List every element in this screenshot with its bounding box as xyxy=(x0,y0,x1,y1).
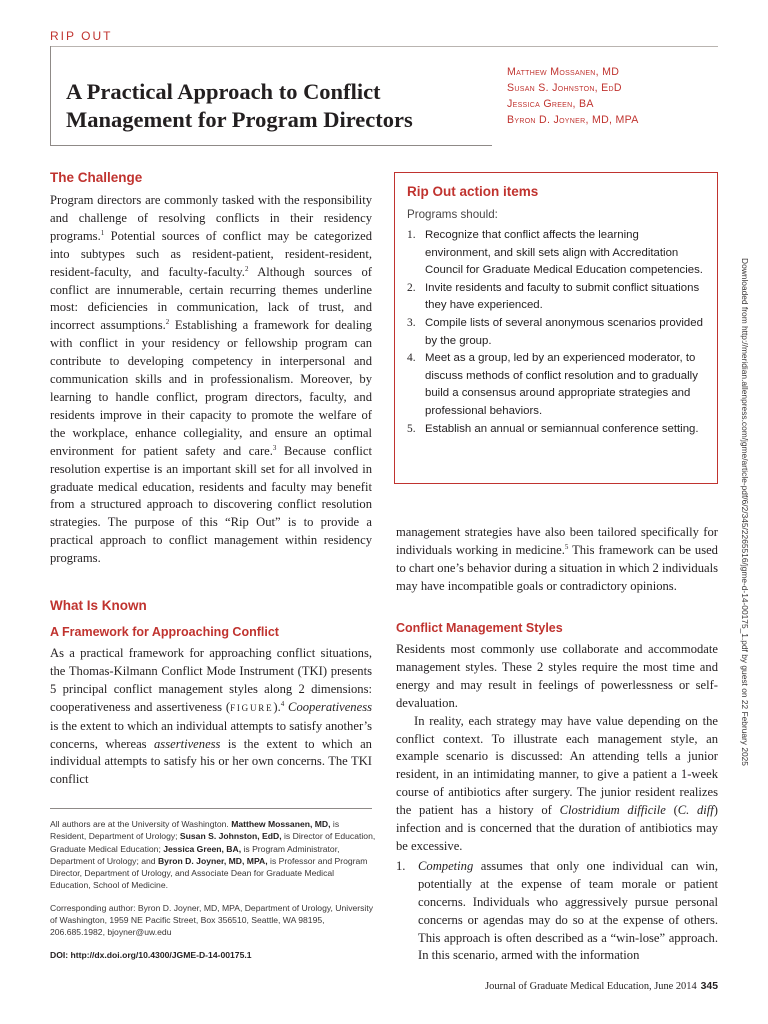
action-box-title: Rip Out action items xyxy=(407,184,539,199)
action-items-list xyxy=(407,227,705,438)
challenge-paragraph: Program directors are commonly tasked with the responsibility and challenge of resolving conflicts in their residency programs.$^1$ Potential sources of conflict may be categorized into subtypes such as resident-patient, resident-resident, resident-faculty, and faculty-faculty.$^2$ Although sources of conflict are innumerable, certain recurring themes underline most: deficiencies in communication, lack of trust, and incorrect assumptions.$^2$ Establishing a framework for dealing with conflict in your residency or fellowship program can contribute to developing competency in interpersonal and communication skills and in professionalism. Moreover, by learning to handle conflict, program directors, faculty, and residents improve in their capacity to promote the welfare of the workplace, enhance collegiality, and ensure an optimal environment for patient safety and care.$^3$ Because conflict resolution expertise is an important skill set for all involved in graduate medical education, residents and faculty may benefit from a structured approach to discovering conflict resolution strategies. The purpose of this “Rip Out” is to provide a practical approach to conflict management within residency programs. xyxy=(50,193,372,566)
footnote-rule xyxy=(50,808,372,809)
action-item: 4. Meet as a group, led by an experienced moderator, to discuss methods of conflict resolution and to gradually build a consensus around appropriate strategies and professional behaviors. xyxy=(407,352,698,417)
journal-citation: Journal of Graduate Medical Education, June 2014 xyxy=(485,981,697,992)
section-heading-challenge: The Challenge xyxy=(50,170,143,185)
citation: 5 xyxy=(564,542,569,551)
author-affiliations: All authors are at the University of Washington. Matthew Mossanen, MD, is Resident, Department of Urology; Susan S. Johnston, EdD, is Director of Education, Graduate Medical Education; Jessica Green, BA, is Program Administrator, Department of Urology; and Byron D. Joyner, MD, MPA, is Professor and Program Director, Department of Urology, and Associate Dean for Graduate Medical Education, School of Medicine. xyxy=(50,819,376,891)
paragraph: Residents most commonly use collaborate and accommodate management styles. These 2 styles require the most time and energy and may result in feelings of powerlessness or self-devaluation. xyxy=(396,642,718,710)
author-name: Susan S. Johnston, EdD xyxy=(507,82,622,94)
author-name: Matthew Mossanen, MD xyxy=(507,66,620,78)
article-title: A Practical Approach to Conflict Management for Program Directors xyxy=(66,79,413,132)
action-item: 2. Invite residents and faculty to submit conflict situations they have experienced. xyxy=(407,281,700,312)
known-paragraph: As a practical framework for approaching conflict situations, the Thomas-Kilmann Conflict Mode Instrument (TKI) presents 5 principal conflict management styles along 2 dimensions: cooperativeness and assertiveness (FIGURE).$^4$ Cooperativeness is the extent to which an individual attempts to satisfy another’s concerns, whereas assertiveness is the extent to which an individual attempts to satisfy his or her own concerns. The TKI conflict xyxy=(50,646,372,787)
subsection-heading-framework: A Framework for Approaching Conflict xyxy=(50,625,279,639)
citation: 2 xyxy=(165,318,170,327)
author-list xyxy=(507,64,639,128)
page-number: 345 xyxy=(700,981,718,992)
author-name: Jessica Green, BA xyxy=(507,98,594,110)
figure-reference: FIGURE xyxy=(230,702,274,713)
citation: 1 xyxy=(100,228,105,237)
right-column-text-top xyxy=(396,524,718,596)
page-footer xyxy=(485,981,718,992)
action-item: 5. Establish an annual or semiannual conference setting. xyxy=(407,422,699,435)
citation: 4 xyxy=(280,699,285,708)
list-item: 1. Competing assumes that only one individual can win, potentially at the expense of team morale or patient concerns. Individuals who aggressively pursue personal concerns or agendas may do so at the expense of others. This approach is often described as a “win-lose” approach. In this scenario, armed with the information xyxy=(396,858,718,963)
author-name: Byron D. Joyner, MD, MPA xyxy=(507,114,639,126)
corresponding-author: Corresponding author: Byron D. Joyner, MD, MPA, Department of Urology, University of Washington, 1959 NE Pacific Street, Box 356510, Seattle, WA 98195, 206.685.1982, bjoyner@uw.edu xyxy=(50,902,374,938)
right-column-text xyxy=(396,641,718,965)
doi-link[interactable]: DOI: http://dx.doi.org/10.4300/JGME-D-14-00175.1 xyxy=(50,949,252,960)
paragraph: management strategies have also been tailored specifically for individuals working in medicine.$^5$ This framework can be used to chart one’s behavior during a situation in which 2 individuals may have incompatible goals or contradictory opinions. xyxy=(396,525,718,593)
subsection-heading-styles: Conflict Management Styles xyxy=(396,621,563,635)
kicker-label: RIP OUT xyxy=(50,29,113,43)
section-heading-known: What Is Known xyxy=(50,598,147,613)
action-items-box xyxy=(394,172,718,484)
known-text xyxy=(50,645,372,789)
paragraph: In reality, each strategy may have value depending on the conflict context. To illustrate each management style, an example scenario is discussed: An attending tells a junior resident, in an intimidating manner, to give a patient a 1-week course of antibiotics after surgery. The junior resident realizes the patient has a history of Clostridium difficile (C. diff) infection and is concerned that the duration of antibiotics may be excessive. xyxy=(396,713,718,853)
action-item: 3. Compile lists of several anonymous scenarios provided by the group. xyxy=(407,316,703,347)
challenge-text xyxy=(50,192,372,568)
action-box-intro: Programs should: xyxy=(407,208,498,221)
citation: 2 xyxy=(244,264,249,273)
citation: 3 xyxy=(272,443,277,452)
action-item: 1. Recognize that conflict affects the learning environment, and skill sets align with Accreditation Council for Graduate Medical Education competencies. xyxy=(407,229,703,277)
footnotes xyxy=(50,818,376,971)
